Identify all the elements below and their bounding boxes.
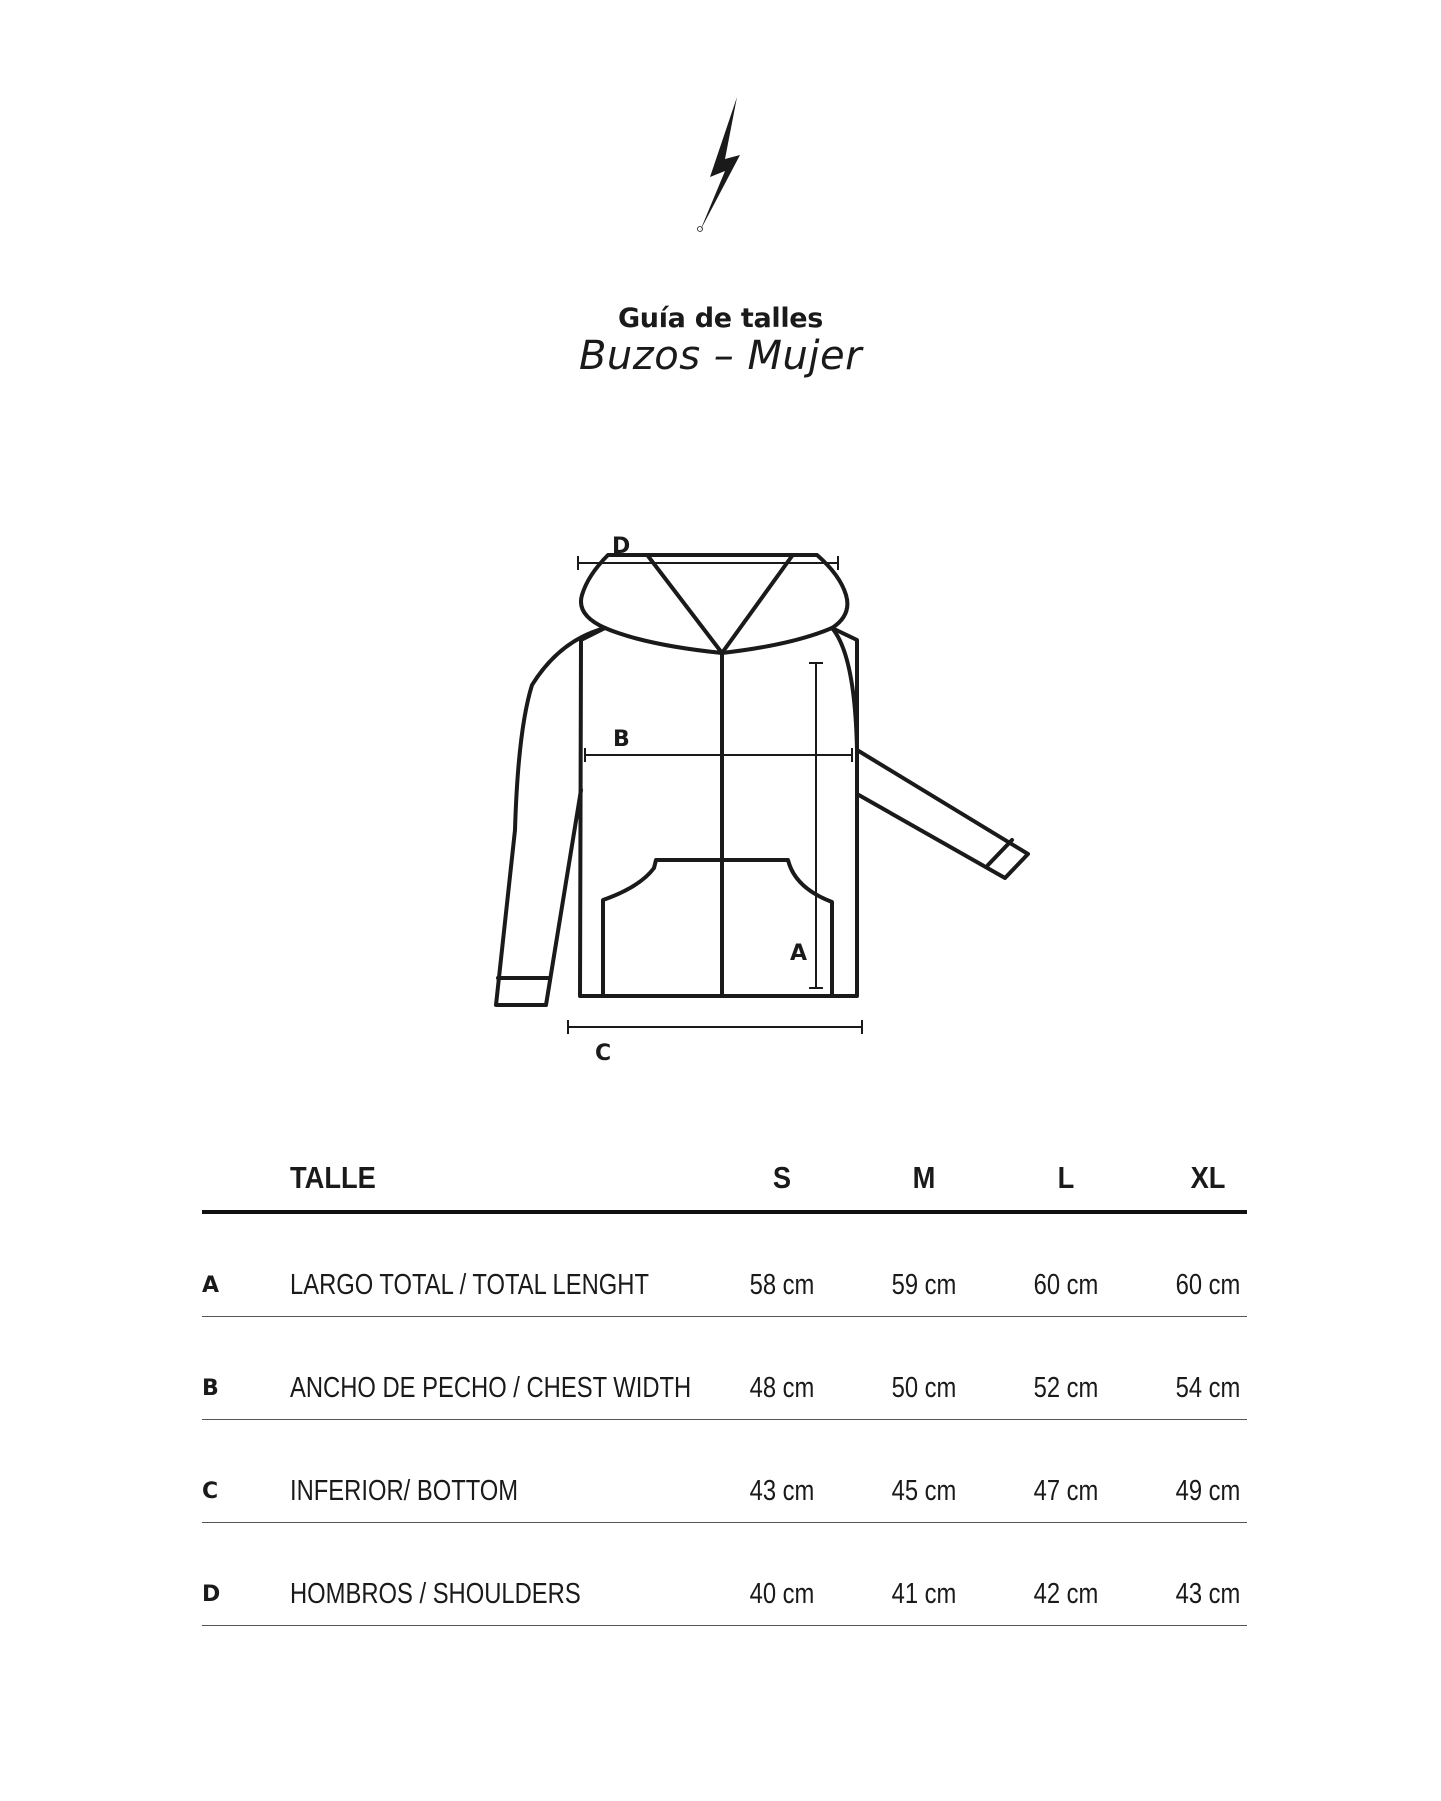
- column-header-l: L: [1057, 1160, 1075, 1195]
- row-value-s: 40 cm: [749, 1578, 815, 1610]
- row-value-l: 52 cm: [1033, 1372, 1099, 1404]
- column-header-m: M: [912, 1160, 936, 1195]
- row-value-l: 47 cm: [1033, 1475, 1099, 1507]
- column-header-xl: XL: [1190, 1160, 1226, 1195]
- lightning-bolt-logo: [690, 95, 760, 235]
- table-header-row: [202, 1140, 1247, 1214]
- label-b: B: [613, 727, 630, 752]
- row-value-l: 42 cm: [1033, 1578, 1099, 1610]
- row-label: ANCHO DE PECHO / CHEST WIDTH: [290, 1372, 692, 1404]
- table-row: [202, 1317, 1247, 1420]
- column-header-s: S: [772, 1160, 792, 1195]
- row-key: A: [202, 1273, 220, 1298]
- row-value-m: 41 cm: [891, 1578, 957, 1610]
- row-key: B: [202, 1376, 219, 1401]
- row-value-m: 59 cm: [891, 1269, 957, 1301]
- row-value-xl: 60 cm: [1175, 1269, 1241, 1301]
- label-c: C: [595, 1041, 612, 1066]
- size-table: [202, 1140, 1247, 1626]
- row-key: C: [202, 1479, 219, 1504]
- row-value-s: 48 cm: [749, 1372, 815, 1404]
- column-header-talle: TALLE: [290, 1160, 376, 1195]
- row-label: HOMBROS / SHOULDERS: [290, 1578, 581, 1610]
- row-value-m: 45 cm: [891, 1475, 957, 1507]
- table-row: [202, 1523, 1247, 1626]
- row-value-l: 60 cm: [1033, 1269, 1099, 1301]
- right-sleeve: [832, 628, 1028, 878]
- label-d: D: [612, 534, 631, 559]
- hood-inner: [648, 556, 792, 653]
- row-value-s: 43 cm: [749, 1475, 815, 1507]
- row-key: D: [202, 1582, 221, 1607]
- row-value-s: 58 cm: [749, 1269, 815, 1301]
- hoodie-diagram: [470, 490, 1110, 1080]
- left-sleeve: [496, 628, 605, 1005]
- row-value-xl: 54 cm: [1175, 1372, 1241, 1404]
- row-value-m: 50 cm: [891, 1372, 957, 1404]
- hood-outline: [581, 555, 847, 653]
- page-title: Guía de talles: [617, 303, 824, 334]
- table-row: [202, 1214, 1247, 1317]
- row-label: LARGO TOTAL / TOTAL LENGHT: [290, 1269, 650, 1301]
- kangaroo-pocket: [603, 860, 832, 996]
- row-value-xl: 49 cm: [1175, 1475, 1241, 1507]
- page-subtitle: Buzos – Mujer: [578, 333, 863, 379]
- row-value-xl: 43 cm: [1175, 1578, 1241, 1610]
- table-row: [202, 1420, 1247, 1523]
- label-a: A: [790, 941, 808, 966]
- row-label: INFERIOR/ BOTTOM: [290, 1475, 519, 1507]
